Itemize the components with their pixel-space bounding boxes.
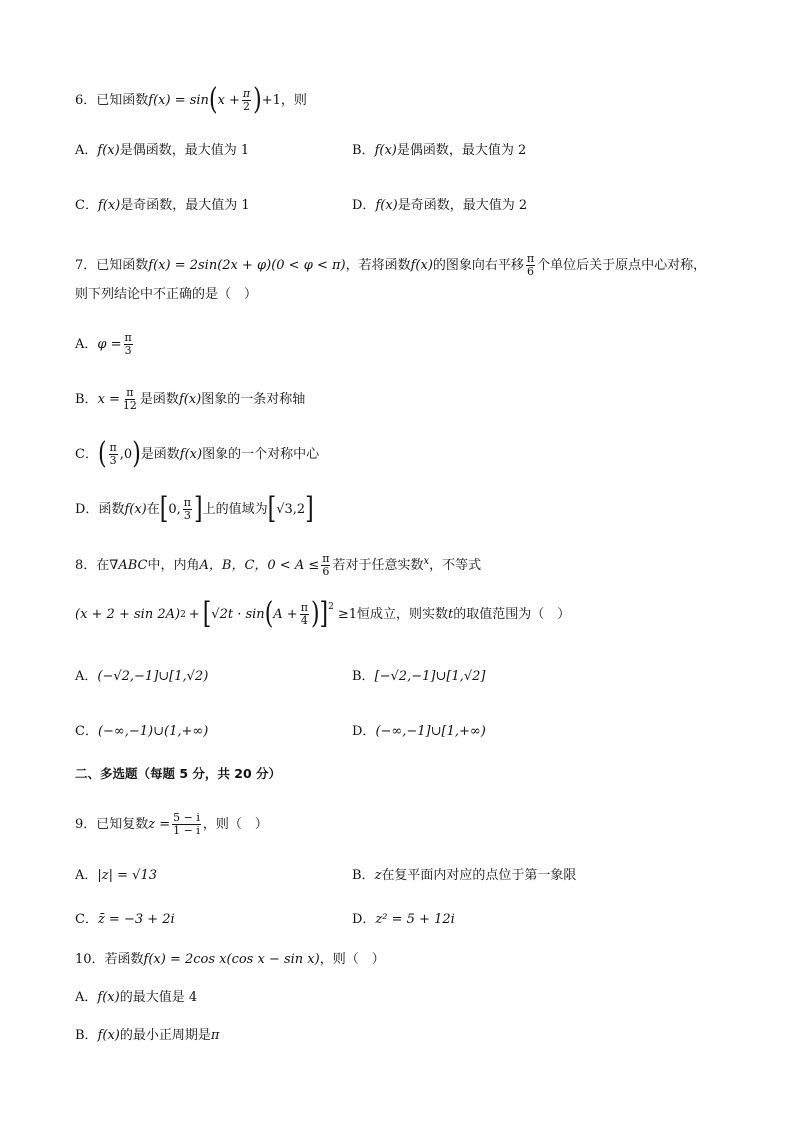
q7-frac — [526, 253, 535, 278]
q7-a-den: 3 — [124, 344, 132, 357]
q8-plus: + — [188, 606, 200, 622]
q7-b-frac — [122, 387, 138, 412]
q6-option-b[interactable] — [352, 142, 526, 160]
q6-d-text: 是奇函数，最大值为 2 — [397, 198, 528, 213]
q6-a-text: 是偶函数，最大值为 1 — [119, 143, 250, 158]
q7-c-paren-open: ( — [97, 436, 107, 471]
q8-a-label: A． — [75, 669, 98, 684]
q8-stem2-end: 的取值范围为（ ） — [453, 606, 571, 622]
q7-b-fx: f(x) — [178, 391, 202, 407]
q6-c-text: 是奇函数，最大值为 1 — [120, 198, 250, 213]
q9-frac — [172, 812, 201, 837]
q10-b-math: f(x) — [97, 1028, 120, 1043]
q7-d-bracket-close: ] — [194, 491, 203, 526]
q7-c-text: 是函数 — [140, 446, 180, 462]
q7-frac-den: 6 — [527, 265, 535, 278]
q8-tail: ，不等式 — [429, 557, 482, 573]
q7-d-range-open: [ — [267, 491, 277, 526]
section-2-heading — [75, 765, 281, 783]
q8-d-math: (−∞,−1]∪[1,+∞) — [375, 724, 486, 739]
q7-a-frac — [124, 332, 133, 357]
q9-b-label: B． — [352, 868, 375, 883]
q6-c-label: C． — [75, 198, 98, 213]
q7-frac-num: π — [526, 252, 535, 265]
q9-a-label: A． — [75, 868, 98, 883]
section-2-title: 二、多选题（每题 5 分，共 20 分） — [75, 766, 282, 781]
q10-prefix: 10．若函数 — [75, 952, 144, 967]
q6-d-math: f(x) — [375, 198, 398, 213]
q10-a-text: 的最大值是 4 — [119, 990, 198, 1005]
q6-c-math: f(x) — [97, 198, 121, 213]
q7-b-text2: 图象的一条对称轴 — [201, 391, 306, 407]
q6-b-text: 是偶函数，最大值为 2 — [396, 143, 527, 158]
q8-expr1: (x + 2 + sin 2A) — [75, 606, 181, 622]
q9-option-c[interactable] — [75, 911, 175, 929]
q7-d-label: D． — [75, 501, 99, 517]
q10-b-text: 的最小正周期是 — [119, 1028, 211, 1043]
q9-b-math: z — [374, 868, 382, 883]
q8-expr2b: A + — [273, 606, 298, 622]
q9-z-eq: z = — [148, 816, 171, 832]
q8-sup2: 2 — [328, 601, 334, 612]
q7-c-zero: ,0 — [119, 446, 133, 462]
q7-option-d[interactable] — [75, 491, 314, 526]
q9-b-text: 在复平面内对应的点位于第一象限 — [381, 868, 577, 883]
q7-b-label: B． — [75, 391, 98, 407]
q8-paren-close: ) — [310, 596, 320, 631]
q7-formula: f(x) = 2sin(2x + φ)(0 < φ < π) — [148, 257, 346, 273]
q7-c-paren-close: ) — [132, 436, 141, 471]
q7-d-den: 3 — [183, 509, 191, 522]
q7-c-fx: f(x) — [179, 446, 203, 462]
q6-option-a[interactable] — [75, 142, 249, 160]
q8-d-label: D． — [352, 724, 376, 739]
q8-bracket-close: ] — [319, 596, 329, 631]
q6-frac — [242, 88, 251, 113]
q8-stem2-text: 恒成立，则实数 — [357, 606, 449, 622]
q8-option-c[interactable] — [75, 723, 208, 741]
q7-b-den: 12 — [122, 399, 137, 412]
q9-d-label: D． — [352, 912, 376, 927]
q7-b-num: π — [126, 386, 134, 399]
q6-formula-right: +1 — [261, 92, 281, 108]
q6-option-d[interactable] — [352, 197, 527, 215]
q7-d-int-left: 0, — [168, 501, 181, 517]
q7-stem — [75, 253, 706, 278]
q8-stem-line1 — [75, 553, 481, 578]
q6-b-math: f(x) — [374, 143, 397, 158]
q8-b-label: B． — [352, 669, 375, 684]
q10-b-pi: π — [210, 1028, 220, 1043]
q8-option-a[interactable] — [75, 668, 208, 686]
q8-stem-line2 — [75, 596, 571, 631]
q7-d-range-close: ] — [305, 491, 314, 526]
q7-c-den: 3 — [109, 454, 117, 467]
q9-end: ，则（ ） — [202, 816, 268, 832]
q7-option-a[interactable] — [75, 332, 135, 357]
q7-c-frac — [109, 442, 118, 467]
q8-expr2a: √2t · sin — [211, 606, 265, 622]
q6-b-label: B． — [352, 143, 375, 158]
q7-a-num: π — [124, 331, 132, 344]
q8-prefix: 8．在 — [75, 557, 110, 573]
q10-end: ，则（ ） — [319, 952, 385, 967]
q7-c-text2: 图象的一个对称中心 — [202, 446, 320, 462]
q7-line2-text: 则下列结论中不正确的是（ ） — [75, 287, 258, 302]
q8-bracket-open: [ — [202, 596, 212, 631]
q10-stem — [75, 951, 385, 969]
q7-mid2: 的图象向右平移 — [432, 257, 524, 273]
q7-d-text3: 上的值域为 — [202, 501, 268, 517]
q6-stem — [75, 82, 307, 117]
q8-frac-num: π — [322, 552, 330, 565]
q8-x: x — [423, 555, 430, 567]
q6-a-label: A． — [75, 143, 98, 158]
q6-option-c[interactable] — [75, 197, 250, 215]
q6-d-label: D． — [352, 198, 376, 213]
q8-mid: 中，内角 — [147, 557, 200, 573]
q9-c-label: C． — [75, 912, 98, 927]
q7-mid: ，若将函数 — [345, 257, 411, 273]
q8-ineq: 0 < A ≤ — [267, 557, 320, 573]
q8-sup1: 2 — [180, 609, 186, 620]
q9-stem — [75, 812, 268, 837]
q8-triangle: ∇ABC — [109, 557, 148, 573]
q9-a-math: |z| = √13 — [97, 868, 157, 883]
q7-c-label: C． — [75, 446, 98, 462]
q10-formula: f(x) = 2cos x(cos x − sin x) — [143, 952, 320, 967]
q7-line2 — [75, 286, 257, 304]
q7-d-frac — [183, 497, 192, 522]
q6-x: x + — [217, 92, 240, 108]
q8-b-math: [−√2,−1]∪[1,√2] — [374, 669, 486, 684]
q8-c-label: C． — [75, 724, 98, 739]
q7-a-label: A． — [75, 336, 98, 352]
q9-d-math: z² = 5 + 12i — [375, 912, 455, 927]
q8-end: 若对于任意实数 — [332, 557, 424, 573]
q8-a-math: (−√2,−1]∪[1,√2) — [97, 669, 209, 684]
q10-option-b[interactable] — [75, 1027, 219, 1045]
q9-option-a[interactable] — [75, 867, 157, 885]
q9-frac-den: 1 − i — [173, 824, 200, 837]
q9-prefix: 9．已知复数 — [75, 816, 149, 832]
q10-a-math: f(x) — [97, 990, 120, 1005]
q7-d-bracket-open: [ — [159, 491, 169, 526]
q8-option-b[interactable] — [352, 668, 485, 686]
q10-a-label: A． — [75, 990, 98, 1005]
q8-angles: A，B，C， — [199, 557, 268, 573]
q7-a-math: φ = — [97, 336, 122, 352]
q10-option-a[interactable] — [75, 989, 197, 1007]
q8-frac2-den: 4 — [300, 614, 308, 627]
q7-fx: f(x) — [410, 257, 433, 273]
q6-paren-close: ) — [253, 82, 262, 117]
q10-b-label: B． — [75, 1028, 98, 1043]
q7-d-range: √3,2 — [276, 501, 306, 517]
q8-ge: ≥1 — [337, 606, 358, 622]
q9-option-d[interactable] — [352, 911, 455, 929]
q8-frac-den: 6 — [322, 565, 330, 578]
q6-suffix: ，则 — [280, 92, 307, 108]
q6-frac-num: π — [242, 87, 251, 100]
q6-formula-left: f(x) = sin — [148, 92, 209, 108]
q7-d-num: π — [183, 496, 191, 509]
q6-a-math: f(x) — [97, 143, 120, 158]
q7-end: 个单位后关于原点中心对称， — [537, 257, 707, 273]
q7-d-text: 函数 — [98, 501, 125, 517]
q7-option-c[interactable] — [75, 436, 320, 471]
q8-frac2 — [300, 602, 309, 627]
q9-option-b[interactable] — [352, 867, 576, 885]
q8-c-math: (−∞,−1)∪(1,+∞) — [97, 724, 209, 739]
q7-option-b[interactable] — [75, 387, 305, 412]
q7-b-math: x = — [97, 391, 120, 407]
q9-frac-num: 5 − i — [173, 811, 200, 824]
q6-frac-den: 2 — [243, 100, 250, 113]
q7-prefix: 7．已知函数 — [75, 257, 149, 273]
q8-option-d[interactable] — [352, 723, 486, 741]
q7-d-text2: 在 — [146, 501, 160, 517]
q8-frac — [321, 553, 330, 578]
q7-c-num: π — [109, 441, 117, 454]
q8-t: t — [448, 606, 454, 622]
q6-prefix: 6．已知函数 — [75, 92, 149, 108]
q7-d-fx: f(x) — [124, 501, 147, 517]
q9-c-math: z̄ = −3 + 2i — [97, 912, 175, 927]
q8-frac2-num: π — [300, 601, 308, 614]
q7-b-text: 是函数 — [139, 391, 179, 407]
q6-paren-open: ( — [208, 82, 218, 117]
q8-paren-open: ( — [264, 596, 274, 631]
